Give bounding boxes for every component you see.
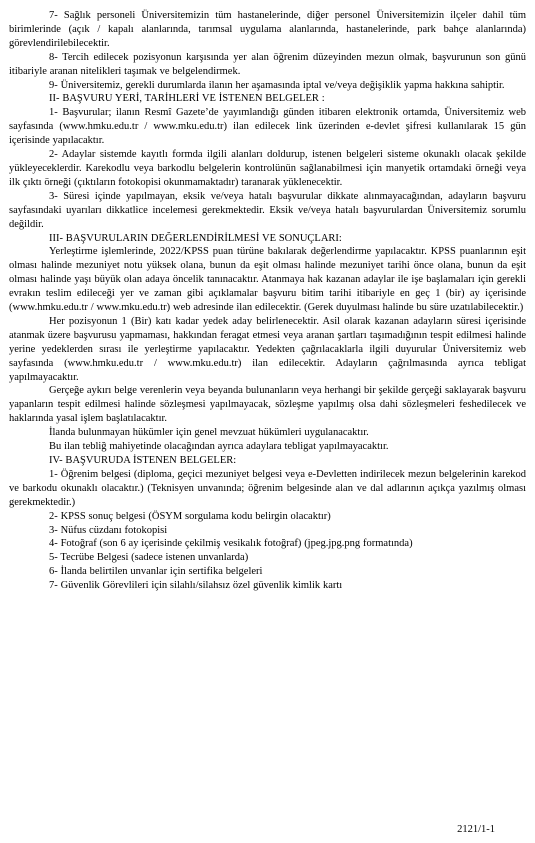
paragraph: 1- Öğrenim belgesi (diploma, geçici mezuniyet belgesi veya e-Devletten indirilecek mezun belgelerinin karekod ve barkodu okunaklı olacaktır.) (Teknisyen unvanında; öğrenim belgesinde alan ve dal adlarının açıkça yazılmış olması gerekmektedir.) [9,468,526,508]
paragraph: Her pozisyonun 1 (Bir) katı kadar yedek aday belirlenecektir. Asil olarak kazanan adayların süresi içerisinde atanmak üzere başvurusu yapmaması, hakkından feragat etmesi veya aranan şartları taşımadığının tespit edilmesi halinde yerine yedeklerden sırası ile yerleştirme yapılacaktır. Yedekten çağrılacaklarla ilgili duyurular Üniversitemiz web sayfasında (www.hmku.edu.tr / www.mku.edu.tr) ilan edilecektir. Adayların çağrılmasında ayrıca tebligat yapılmayacaktır. [9,315,526,383]
paragraph: 3- Nüfus cüzdanı fotokopisi [49,524,168,536]
paragraph: Yerleştirme işlemlerinde, 2022/KPSS puan türüne bakılarak değerlendirme yapılacaktır. KPSS puanlarının eşit olması halinde mezuniyet notu yüksek olana, bunun da eşit olması halinde mezuniyet tarihi önce olana, bunun da eşit olması halinde yaşı büyük olan adaya öncelik tanınacaktır. Atanmaya hak kazanan adaylar ile işe başlamaları için gerekli evrakın teslim edileceği yer ve zaman gibi açıklamalar başvuru bitim tarihi itibariyle en geç 1 (bir) ay içerisinde (www.hmku.edu.tr / www.mku.edu.tr) web adresinde ilan edilecektir. (Gerek duyulması halinde bu süre uzatılabilecektir.) [9,246,526,314]
section-heading: IV- BAŞVURUDA İSTENEN BELGELER: [49,455,237,466]
document-reference-number: 2121/1-1 [457,824,495,835]
paragraph: 4- Fotoğraf (son 6 ay içerisinde çekilmiş vesikalık fotoğraf) (jpeg.jpg.png formatında) [49,538,413,550]
paragraph: Gerçeğe aykırı belge verenlerin veya beyanda bulunanların veya herhangi bir şekilde gerçeği saklayarak başvuru yapanların tespit edilmesi halinde sözleşmesi yapılmayacak, sözleşme yapılmış olsa dahi sözleşmeleri feshedilecek ve haklarında yasal işlem başlatılacaktır. [9,385,526,425]
paragraph: 8- Tercih edilecek pozisyonun karşısında yer alan öğrenim düzeyinden mezun olmak, başvurunun son günü itibariyle aranan nitelikleri taşımak ve belgelendirmek. [9,51,526,77]
paragraph: 3- Süresi içinde yapılmayan, eksik ve/veya hatalı başvurular dikkate alınmayacağından, adayların başvuru sayfasındaki uyarıları dikkatlice incelemesi gerekmektedir. Eksik ve/veya hatalı başvurulardan Üniversitemiz sorumlu değildir. [9,190,526,230]
paragraph: 2- KPSS sonuç belgesi (ÖSYM sorgulama kodu belirgin olacaktır) [49,510,331,522]
paragraph: 9- Üniversitemiz, gerekli durumlarda ilanın her aşamasında iptal ve/veya değişiklik yapma hakkına sahiptir. [49,79,505,91]
paragraph: 1- Başvurular; ilanın Resmî Gazete’de yayımlandığı günden itibaren elektronik ortamda, Üniversitemiz web sayfasında (www.hmku.edu.tr / www.mku.edu.tr) ilan edilecek link üzerinden e-devlet şifresi kullanılarak 15 gün içerisinde yapılacaktır. [9,107,526,147]
section-heading: III- BAŞVURULARIN DEĞERLENDİRİLMESİ VE SONUÇLARI: [49,232,342,244]
paragraph: 5- Tecrübe Belgesi (sadece istenen unvanlarda) [49,552,249,564]
paragraph: Bu ilan tebliğ mahiyetinde olacağından ayrıca adaylara tebligat yapılmayacaktır. [49,441,389,453]
paragraph: 7- Güvenlik Görevlileri için silahlı/silahsız özel güvenlik kimlik kartı [49,580,343,592]
paragraph: 6- İlanda belirtilen unvanlar için sertifika belgeleri [49,566,263,578]
section-heading: II- BAŞVURU YERİ, TARİHLERİ VE İSTENEN BELGELER : [49,93,325,105]
paragraph: İlanda bulunmayan hükümler için genel mevzuat hükümleri uygulanacaktır. [49,427,369,439]
document-body [9,9,526,593]
paragraph: 2- Adaylar sistemde kayıtlı formda ilgili alanları doldurup, istenen belgeleri sisteme okunaklı olacak şekilde yükleyeceklerdir. Karekodlu veya barkodlu belgelerin kontrolünün sağlanabilmesi için manyetik ortamdaki örneği veya ilk çıktı örneği (çıktıların fotokopisi okunmamaktadır) taranarak yüklenecektir. [9,149,526,188]
paragraph: 7- Sağlık personeli Üniversitemizin tüm hastanelerinde, diğer personel Üniversitemizin ilçeler dahil tüm birimlerinde (açık / kapalı alanlarında, tarımsal uygulama alanlarında, hastanelerinde, park bahçe alanlarında) görevlendirilebilecektir. [9,10,526,49]
